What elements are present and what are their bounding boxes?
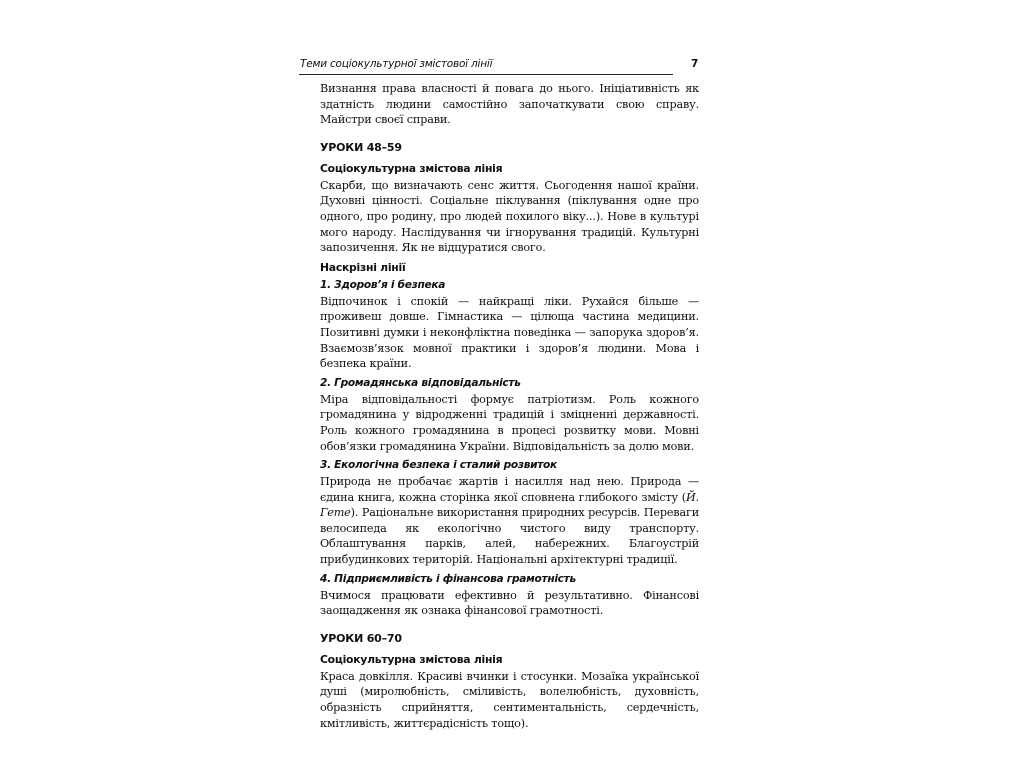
sociocultural-line-text: Скарби, що визначають сенс життя. Сьогодення нашої країни. Духовні цінності. Соціальне піклування (піклування одне про одного, про родину, про людей похилого віку...). Нове в культурі мого народу. Наслідування чи ігнорування традицій. Культурні запозичення. Як не відцуратися свого. bbox=[320, 178, 699, 255]
quote-author: Й. Гете bbox=[320, 490, 699, 520]
lessons-48-59-heading: УРОКИ 48–59 bbox=[320, 140, 402, 154]
running-head bbox=[299, 58, 673, 75]
intro-paragraph: Визнання права власності й повага до нього. Ініціативність як здатність людини самостійно започаткувати свою справу. Майстри своєї справи. bbox=[320, 82, 699, 127]
health-safety-heading: 1. Здоров’я і безпека bbox=[320, 278, 446, 291]
sociocultural-line-text-2: Краса довкілля. Красиві вчинки і стосунки. Мозаїка української душі (миролюбність, сміливість, волелюбність, духовність, образність сприйняття, сентиментальність, сердечність, кмітливість, життєрадісність тощо). bbox=[320, 669, 699, 730]
entrepreneurship-heading: 4. Підприємливість і фінансова грамотність bbox=[320, 572, 576, 585]
sociocultural-line-heading-2: Соціокультурна змістова лінія bbox=[320, 652, 503, 666]
ecological-text-part-2: ). Раціональне використання природних ресурсів. Переваги велосипеда як екологічно чистого виду транспорту. Облаштування парків, алей, набережних. Благоустрій прибудинкових територій. Національні архітектурні традиції. bbox=[320, 506, 699, 567]
civic-responsibility-heading: 2. Громадянська відповідальність bbox=[320, 376, 521, 389]
sociocultural-line-heading: Соціокультурна змістова лінія bbox=[320, 161, 503, 175]
page-number: 7 bbox=[691, 58, 699, 70]
health-safety-text: Відпочинок і спокій — найкращі ліки. Рухайся більше — проживеш довше. Гімнастика — цілюща частина медицини. Позитивні думки і неконфліктна поведінка — запорука здоров’я. Взаємозв’язок мовної практики і здоров’я людини. Мова і безпека країни. bbox=[320, 294, 699, 371]
entrepreneurship-text: Вчимося працювати ефективно й результативно. Фінансові заощадження як ознака фінансової грамотності. bbox=[320, 588, 699, 618]
ecological-safety-text bbox=[299, 474, 699, 568]
ecological-text-part-1: Природа не пробачає жартів і насилля над нею. Природа — єдина книга, кожна сторінка якої сповнена глибокого змісту ( bbox=[320, 475, 699, 504]
cross-cutting-lines-heading: Наскрізні лінії bbox=[320, 260, 406, 274]
book-page bbox=[299, 58, 699, 731]
civic-responsibility-text: Міра відповідальності формує патріотизм. Роль кожного громадянина у відродженні традицій і зміцненні державності. Роль кожного громадянина в процесі розвитку мови. Мовні обов’язки громадянина України. Відповідальність за долю мови. bbox=[320, 392, 699, 453]
lessons-60-70-heading: УРОКИ 60–70 bbox=[320, 631, 402, 645]
running-head-title: Теми соціокультурної змістової лінії bbox=[300, 58, 493, 70]
ecological-safety-heading: 3. Екологічна безпека і сталий розвиток bbox=[320, 459, 557, 472]
